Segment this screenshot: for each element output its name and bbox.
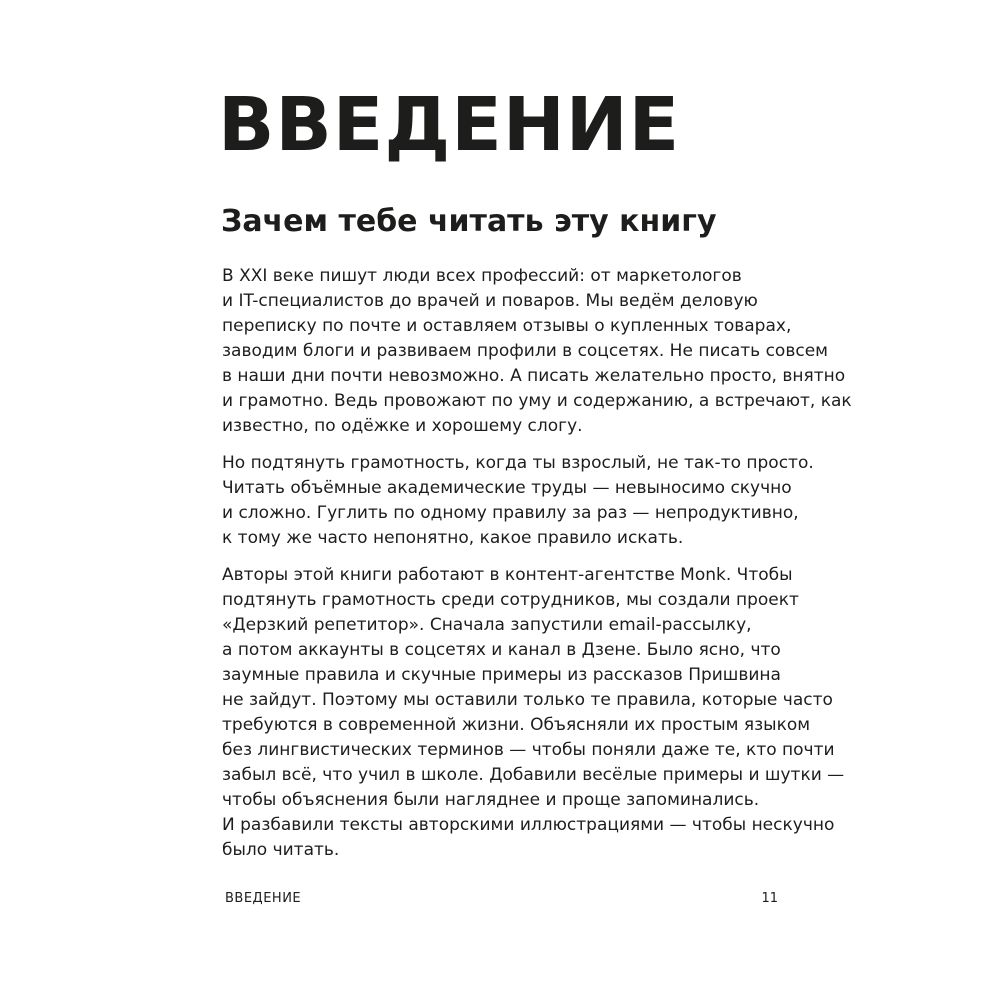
text-line: требуются в современной жизни. Объясняли их простым языком bbox=[222, 715, 811, 735]
section-title: Зачем тебе читать эту книгу bbox=[221, 204, 717, 239]
text-line: И разбавили тексты авторскими иллюстрациями — чтобы нескучно bbox=[222, 815, 835, 835]
text-line: заумные правила и скучные примеры из рассказов Пришвина bbox=[222, 665, 781, 685]
body-text bbox=[222, 264, 852, 875]
text-line: не зайдут. Поэтому мы оставили только те правила, которые часто bbox=[222, 690, 833, 710]
text-line: без лингвистических терминов — чтобы поняли даже те, кто почти bbox=[222, 740, 835, 760]
text-line: а потом аккаунты в соцсетях и канал в Дзене. Было ясно, что bbox=[222, 640, 781, 660]
chapter-title: ВВЕДЕНИЕ bbox=[218, 82, 681, 168]
text-line: заводим блоги и развиваем профили в соцсетях. Не писать совсем bbox=[222, 341, 828, 361]
paragraph-3 bbox=[222, 563, 845, 863]
text-line: и сложно. Гуглить по одному правилу за раз — непродуктивно, bbox=[222, 503, 799, 523]
text-line: известно, по одёжке и хорошему слогу. bbox=[222, 416, 583, 436]
text-line: и грамотно. Ведь провожают по уму и содержанию, а встречают, как bbox=[222, 391, 852, 411]
text-line: «Дерзкий репетитор». Сначала запустили email-рассылку, bbox=[222, 615, 752, 635]
text-line: Но подтянуть грамотность, когда ты взрослый, не так-то просто. bbox=[222, 453, 814, 473]
text-line: забыл всё, что учил в школе. Добавили весёлые примеры и шутки — bbox=[222, 765, 845, 785]
text-line: В XXI веке пишут люди всех профессий: от маркетологов bbox=[222, 266, 742, 286]
text-line: к тому же часто непонятно, какое правило искать. bbox=[222, 528, 684, 548]
paragraph-2 bbox=[222, 451, 814, 551]
text-line: чтобы объяснения были нагляднее и проще запоминались. bbox=[222, 790, 760, 810]
text-line: подтянуть грамотность среди сотрудников, мы создали проект bbox=[222, 590, 799, 610]
text-line: было читать. bbox=[222, 840, 340, 860]
text-line: Авторы этой книги работают в контент-агентстве Monk. Чтобы bbox=[222, 565, 793, 585]
text-line: в наши дни почти невозможно. А писать желательно просто, внятно bbox=[222, 366, 846, 386]
paragraph-1 bbox=[222, 264, 852, 439]
page-number: 11 bbox=[761, 891, 778, 906]
text-line: и IT-специалистов до врачей и поваров. Мы ведём деловую bbox=[222, 291, 758, 311]
running-footer-title: ВВЕДЕНИЕ bbox=[225, 891, 302, 906]
text-line: переписку по почте и оставляем отзывы о купленных товарах, bbox=[222, 316, 792, 336]
text-line: Читать объёмные академические труды — невыносимо скучно bbox=[222, 478, 792, 498]
